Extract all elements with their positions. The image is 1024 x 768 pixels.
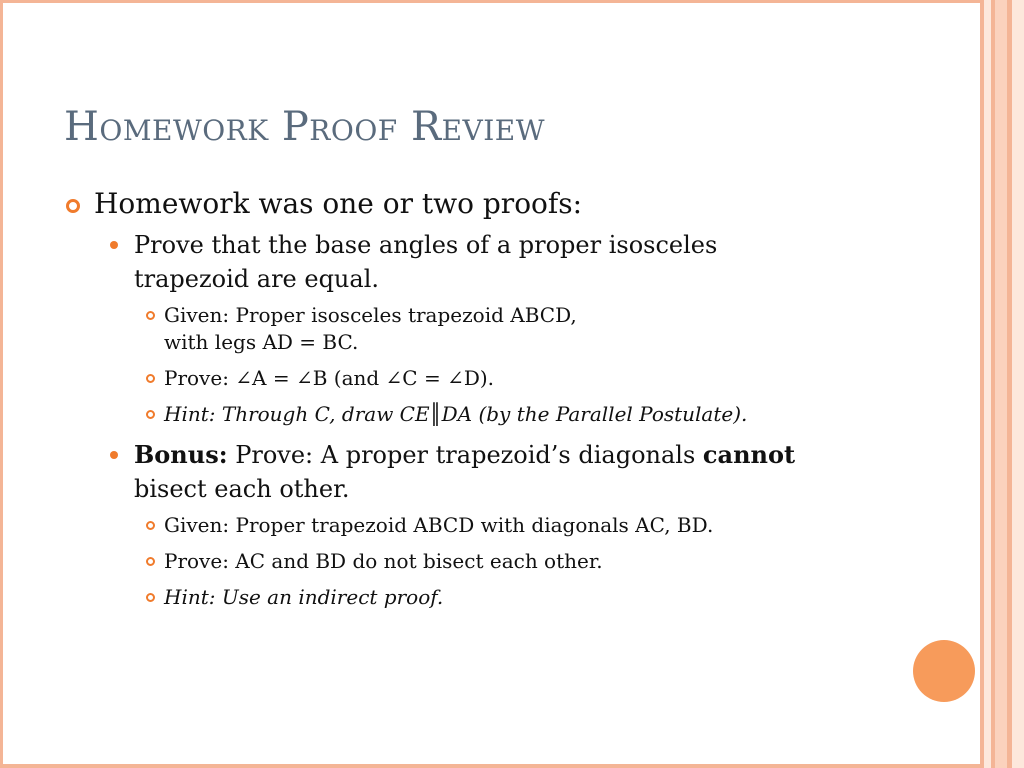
bullet-level3 (64, 512, 924, 539)
bullet-level2 (64, 228, 924, 296)
dot-bullet-icon (110, 451, 118, 459)
bullet-level1 (64, 186, 924, 222)
slide-frame-top (0, 0, 980, 3)
emphasis-text: cannot (702, 440, 796, 469)
slide-frame-left (0, 0, 3, 768)
decor-stripe (995, 0, 1007, 768)
bullet-text: Prove: ∠A = ∠B (and ∠C = ∠D). (164, 366, 495, 390)
slide-frame-bottom (0, 764, 980, 768)
bullet-text: Given: Proper trapezoid ABCD with diagonals AC, BD. (164, 513, 714, 537)
bullet-level3 (64, 365, 924, 392)
slide-content (64, 186, 924, 620)
ring-bullet-icon (146, 521, 155, 530)
ring-bullet-icon (146, 374, 155, 383)
bullet-text: Given: Proper isosceles trapezoid ABCD, (164, 303, 577, 327)
ring-bullet-icon (146, 557, 155, 566)
dot-bullet-icon (110, 241, 118, 249)
bullet-text: bisect each other. (134, 475, 350, 503)
ring-bullet-icon (146, 593, 155, 602)
bullet-level3 (64, 548, 924, 575)
bullet-level3 (64, 584, 924, 611)
bullet-text: Prove: AC and BD do not bisect each other. (164, 549, 603, 573)
decor-stripe (1012, 0, 1024, 768)
hint-text: Hint: Use an indirect proof. (164, 585, 444, 609)
bullet-level3 (64, 401, 924, 428)
bullet-text: with legs AD = BC. (164, 330, 359, 354)
decor-circle (913, 640, 975, 702)
bullet-text: Prove: A proper trapezoid’s diagonals (227, 441, 703, 469)
slide-title: Homework Proof Review (64, 104, 546, 150)
ring-bullet-icon (146, 311, 155, 320)
ring-bullet-icon (66, 199, 80, 213)
decor-stripe (984, 0, 991, 768)
bullet-text: Prove that the base angles of a proper isosceles (134, 231, 718, 259)
ring-bullet-icon (146, 410, 155, 419)
bullet-level2 (64, 438, 924, 506)
hint-text: Hint: Through C, draw CE║DA (by the Parallel Postulate). (164, 402, 748, 426)
bullet-level3 (64, 302, 924, 356)
bonus-label: Bonus: (134, 440, 228, 469)
bullet-text: trapezoid are equal. (134, 265, 380, 293)
bullet-text: Homework was one or two proofs: (94, 187, 583, 220)
